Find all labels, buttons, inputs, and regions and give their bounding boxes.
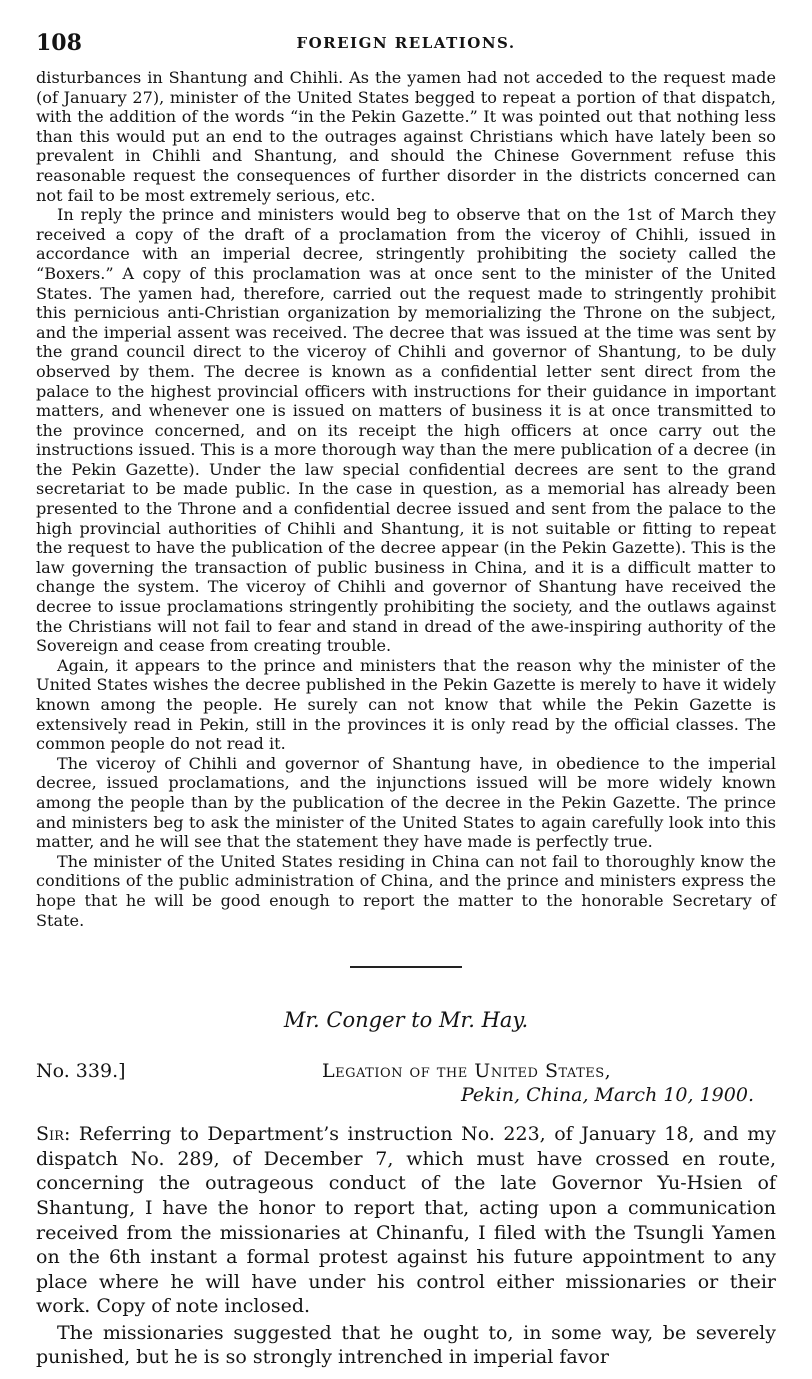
letter-paragraph: The missionaries suggested that he ought to, in some way, be severely punished, but he is so strongly intrenched in imperial favor — [36, 1321, 776, 1369]
running-title: FOREIGN RELATIONS. — [296, 34, 516, 52]
letter-paragraph-text: Referring to Department’s instruction No. 223, of January 18, and my dispatch No. 289, of December 7, which must have crossed en route, concerning the outrageous conduct of the late Governor Yu-Hsien of Shantung, I have the honor to report that, acting upon a communication received from the missionaries at Chinanfu, I filed with the Tsungli Yamen on the 6th instant a formal protest against his future appointment to any place where he will have under his control either missionaries or their work. Copy of note inclosed. — [36, 1123, 776, 1318]
letter-paragraph — [36, 1122, 776, 1319]
document-page — [36, 30, 776, 1372]
legation-line: Legation of the United States, — [322, 1060, 612, 1083]
place-date: Pekin, China, March 10, 1900. — [460, 1084, 754, 1107]
note-paragraph: The viceroy of Chihli and governor of Shantung have, in obedience to the imperial decree, issued proclamations, and the injunctions issued will be more widely known among the people than by the publication of the decree in the Pekin Gazette. The prince and ministers beg to ask the minister of the United States to again carefully look into this matter, and he will see that the statement they have made is perfectly true. — [36, 753, 776, 852]
dispatch-header — [36, 1060, 776, 1112]
dispatch-number: No. 339.] — [36, 1060, 126, 1083]
running-head — [36, 30, 776, 64]
note-paragraph: disturbances in Shantung and Chihli. As the yamen had not acceded to the request made (of January 27), minister of the United States begged to repeat a portion of that dispatch, with the addition of the words “in the Pekin Gazette.” It was pointed out that nothing less than this would put an end to the outrages against Christians which have lately been so prevalent in Chihli and Shantung, and should the Chinese Government refuse this reasonable request the consequences of further disorder in the districts concerned can not fail to be most extremely serious, etc. — [36, 68, 776, 205]
salutation: Sir: — [36, 1123, 71, 1146]
page-number: 108 — [36, 30, 82, 56]
letter-heading: Mr. Conger to Mr. Hay. — [283, 1008, 529, 1033]
note-paragraph: The minister of the United States residing in China can not fail to thoroughly know the conditions of the public administration of China, and the prince and ministers express the hope that he will be good enough to report the matter to the honorable Secretary of State. — [36, 851, 776, 930]
note-paragraph: Again, it appears to the prince and ministers that the reason why the minister of the United States wishes the decree published in the Pekin Gazette is merely to have it widely known among the people. He surely can not know that while the Pekin Gazette is extensively read in Pekin, still in the provinces it is only read by the official classes. The common people do not read it. — [36, 655, 776, 754]
section-divider — [350, 966, 462, 968]
note-paragraph: In reply the prince and ministers would beg to observe that on the 1st of March they received a copy of the draft of a proclamation from the viceroy of Chihli, issued in accordance with an imperial decree, stringently prohibiting the society called the “Boxers.” A copy of this proclamation was at once sent to the minister of the United States. The yamen had, therefore, carried out the request made to stringently prohibit this pernicious anti-Christian organization by memorializing the Throne on the subject, and the imperial assent was received. The decree that was issued at the time was sent by the grand council direct to the viceroy of Chihli and governor of Shantung, to be duly observed by them. The decree is known as a confidential letter sent direct from the palace to the highest provincial officers with instructions for their guidance in important matters, and whenever one is issued on matters of business it is at once transmitted to the province concerned, and on its receipt the high officers at once carry out the instructions issued. This is a more thorough way than the mere publication of a decree (in the Pekin Gazette). Under the law special confidential decrees are sent to the grand secretariat to be made public. In the case in question, as a memorial has already been presented to the Throne and a confidential decree issued and sent from the palace to the high provincial authorities of Chihli and Shantung, it is not suitable or fitting to repeat the request to have the publication of the decree appear (in the Pekin Gazette). This is the law governing the transaction of public business in China, and it is a difficult matter to change the system. The viceroy of Chihli and governor of Shantung have received the decree to issue proclamations stringently prohibiting the society, and the outlaws against the Christians will not fail to fear and stand in dread of the awe-inspiring authority of the Sovereign and cease from creating trouble. — [36, 205, 776, 656]
yamen-note-text — [36, 68, 776, 930]
letter-body — [36, 1122, 776, 1370]
